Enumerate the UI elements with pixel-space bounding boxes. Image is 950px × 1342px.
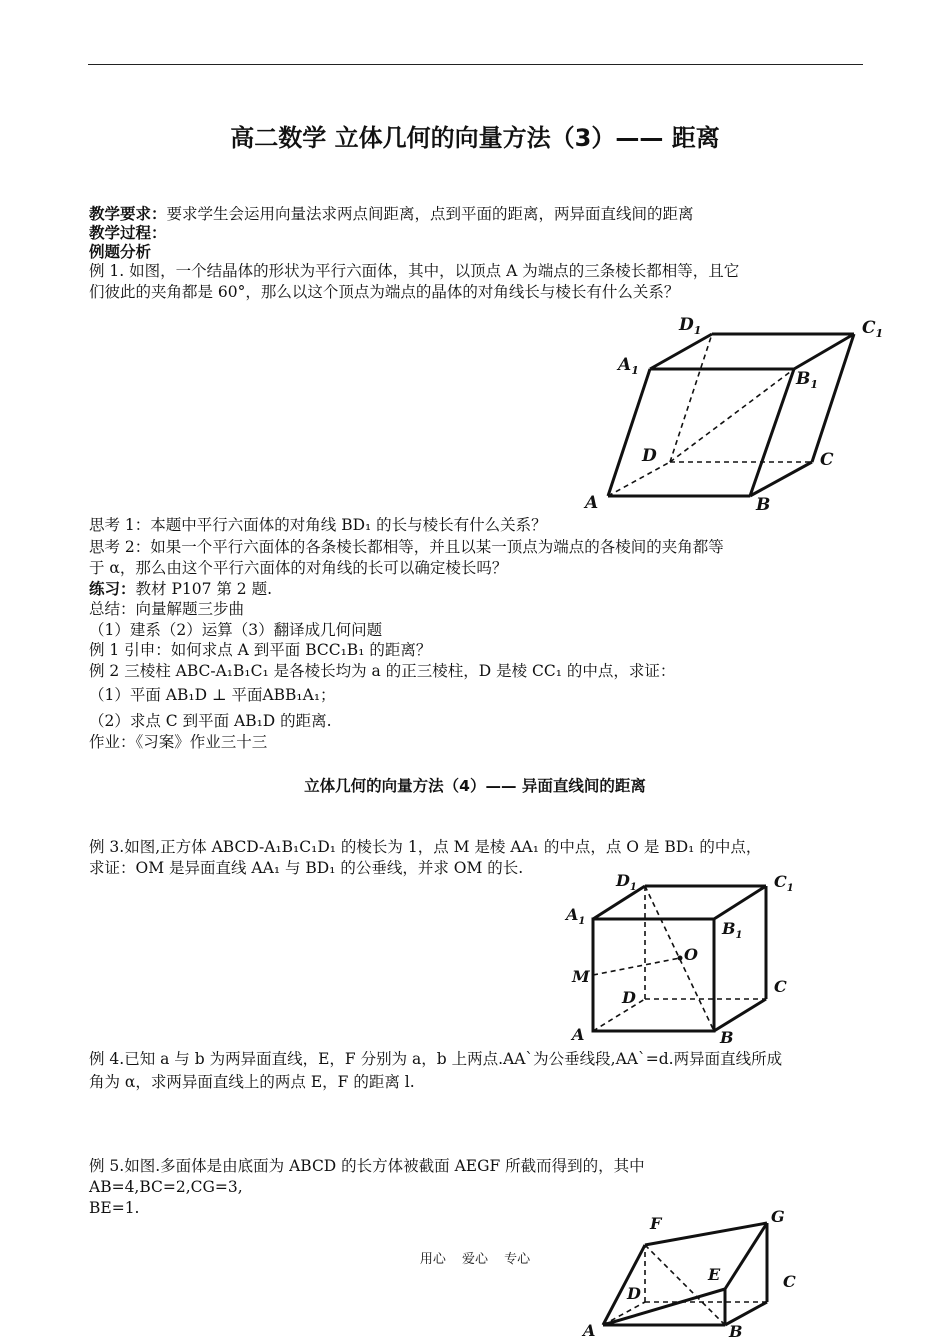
ex2-q2: （2）求点 C 到平面 AB₁D 的距离. xyxy=(89,712,332,730)
ex2-q1: （1）平面 AB₁D ⊥ 平面ABB₁A₁； xyxy=(89,686,336,704)
ex5-line2: AB=4,BC=2,CG=3, xyxy=(89,1178,243,1196)
page-footer: 用心 爱心 专心 xyxy=(419,1252,531,1267)
homework: 作业：《习案》作业三十三 xyxy=(89,733,268,751)
label-B: B xyxy=(756,495,771,515)
ex2: 例 2 三棱柱 ABC-A₁B₁C₁ 是各棱长均为 a 的正三棱柱，D 是棱 CC₁ 的中点，求证： xyxy=(89,662,676,680)
summary: 总结：向量解题三步曲 xyxy=(89,600,245,618)
label-A: A xyxy=(583,1321,596,1340)
label-O: O xyxy=(684,945,698,964)
think1: 思考 1：本题中平行六面体的对角线 BD₁ 的长与棱长有什么关系？ xyxy=(89,516,547,534)
label-A: A xyxy=(572,1025,585,1044)
label-C: C xyxy=(820,450,834,470)
label-G: G xyxy=(771,1207,785,1226)
label-D1: $D_1$ xyxy=(679,315,702,337)
teaching-requirement xyxy=(89,205,694,224)
front-face xyxy=(593,919,714,1031)
header-rule xyxy=(88,64,863,65)
label-F: F xyxy=(650,1214,662,1233)
section-subtitle: 立体几何的向量方法（4）—— 异面直线间的距离 xyxy=(304,777,646,795)
practice xyxy=(89,580,272,599)
figure-cube xyxy=(560,868,810,1050)
edge-A1D1 xyxy=(593,886,645,919)
label-B1: $B_1$ xyxy=(722,919,743,941)
ex1-line2: 们彼此的夹角都是 60°，那么以这个顶点为端点的晶体的对角线长与棱长有什么关系？ xyxy=(89,283,680,301)
ex3-line1: 例 3.如图,正方体 ABCD-A₁B₁C₁D₁ 的棱长为 1，点 M 是棱 AA₁ 的中点，点 O 是 BD₁ 的中点， xyxy=(89,838,762,856)
label-D1: $D_1$ xyxy=(616,871,637,893)
label-E: E xyxy=(708,1265,721,1284)
req-text: 要求学生会运用向量法求两点间距离，点到平面的距离，两异面直线间的距离 xyxy=(166,205,694,223)
label-D: D xyxy=(622,988,636,1007)
label-C1: $C_1$ xyxy=(774,872,794,894)
figure-parallelepiped xyxy=(580,312,900,520)
edge-AE xyxy=(603,1289,725,1325)
example-label: 例题分析 xyxy=(89,243,152,261)
label-M: M xyxy=(572,967,590,986)
ex4-line1: 例 4.已知 a 与 b 为两异面直线，E，F 分别为 a，b 上两点.AA`为公垂线段,AA`=d.两异面直线所成 xyxy=(89,1050,783,1068)
label-A1: $A_1$ xyxy=(566,905,586,927)
label-D: D xyxy=(642,446,657,466)
edge-B1C1 xyxy=(714,886,766,919)
practice-label: 练习： xyxy=(89,580,136,598)
edge-AD xyxy=(593,999,645,1031)
label-D: D xyxy=(627,1284,641,1303)
label-B1: $B_1$ xyxy=(796,369,819,391)
diagonal-BD1 xyxy=(670,369,794,462)
label-A1: $A_1$ xyxy=(618,355,639,377)
edge-FG xyxy=(645,1223,767,1245)
point-O xyxy=(678,956,683,961)
ex5-line3: BE=1. xyxy=(89,1199,140,1217)
label-B: B xyxy=(720,1028,734,1047)
label-C: C xyxy=(783,1272,796,1291)
label-C: C xyxy=(774,977,787,996)
label-C1: $C_1$ xyxy=(862,318,884,340)
think2-line2: 于 α，那么由这个平行六面体的对角线的长可以确定棱长吗？ xyxy=(89,559,508,577)
figure-polyhedron xyxy=(575,1205,815,1342)
segment-OM xyxy=(593,958,680,975)
page-title: 高二数学 立体几何的向量方法（3）—— 距离 xyxy=(230,124,720,152)
ex1-line1: 例 1. 如图，一个结晶体的形状为平行六面体，其中，以顶点 A 为端点的三条棱长都相等，且它 xyxy=(89,262,740,280)
think2-line1: 思考 2：如果一个平行六面体的各条棱长都相等，并且以某一顶点为端点的各棱间的夹角都等 xyxy=(89,538,724,556)
steps: （1）建系（2）运算（3）翻译成几何问题 xyxy=(89,621,383,639)
edge-BC xyxy=(714,999,766,1031)
label-B: B xyxy=(729,1322,743,1341)
ex1-extension: 例 1 引申：如何求点 A 到平面 BCC₁B₁ 的距离？ xyxy=(89,641,432,659)
ex3-line2: 求证：OM 是异面直线 AA₁ 与 BD₁ 的公垂线，并求 OM 的长. xyxy=(89,859,524,877)
req-label: 教学要求： xyxy=(89,205,167,223)
ex4-line2: 角为 α，求两异面直线上的两点 E，F 的距离 l. xyxy=(89,1073,415,1091)
practice-text: 教材 P107 第 2 题. xyxy=(135,580,273,598)
label-A: A xyxy=(585,493,599,513)
ex5-line1: 例 5.如图.多面体是由底面为 ABCD 的长方体被截面 AEGF 所截而得到的，其中 xyxy=(89,1157,645,1175)
process-label: 教学过程： xyxy=(89,224,167,242)
